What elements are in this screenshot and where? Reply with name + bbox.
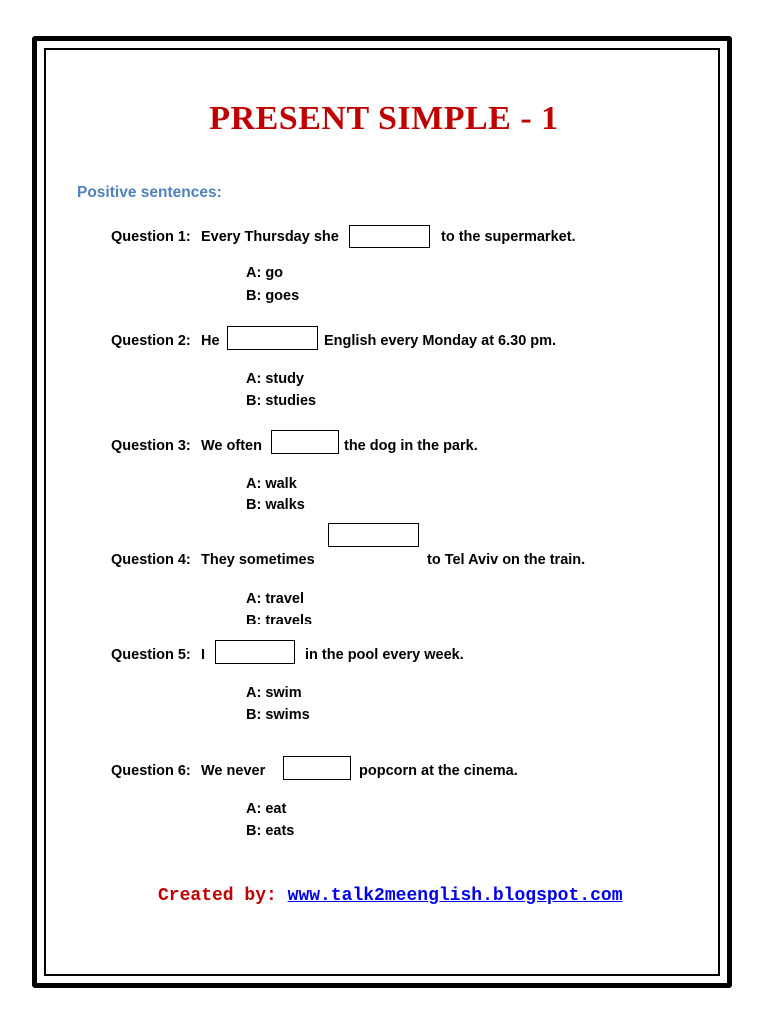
question-2-text-before: He	[201, 333, 220, 349]
worksheet-title: PRESENT SIMPLE - 1	[209, 100, 559, 137]
question-4-option-b-clipped	[246, 612, 366, 624]
question-5-text-after: in the pool every week.	[305, 647, 464, 663]
question-4-label: Question 4:	[111, 552, 191, 568]
question-1-answer-blank[interactable]	[349, 225, 430, 248]
question-1-text-after: to the supermarket.	[441, 229, 576, 245]
question-3-label: Question 3:	[111, 438, 191, 454]
question-4-text-after: to Tel Aviv on the train.	[427, 552, 586, 568]
question-6-text-after: popcorn at the cinema.	[359, 763, 518, 779]
question-2-option-a: A: study	[246, 371, 304, 387]
credit-line	[158, 886, 623, 906]
question-1-text-before: Every Thursday she	[201, 229, 339, 245]
question-5-label: Question 5:	[111, 647, 191, 663]
question-6-answer-blank[interactable]	[283, 756, 351, 780]
question-2-text-after: English every Monday at 6.30 pm.	[324, 333, 557, 349]
question-2-answer-blank[interactable]	[227, 326, 318, 350]
question-3-text-after: the dog in the park.	[344, 438, 478, 454]
question-3-answer-blank[interactable]	[271, 430, 339, 454]
question-6-label: Question 6:	[111, 763, 191, 779]
question-1-label: Question 1:	[111, 229, 191, 245]
question-2-label: Question 2:	[111, 333, 191, 349]
question-3-option-a: A: walk	[246, 476, 297, 492]
question-6-text-before: We never	[201, 763, 266, 779]
question-5-answer-blank[interactable]	[215, 640, 295, 664]
question-3-text-before: We often	[201, 438, 262, 454]
credit-label: Created by:	[158, 886, 277, 906]
question-1-option-a: A: go	[246, 265, 284, 281]
question-6-option-a: A: eat	[246, 801, 287, 817]
question-4-text-before: They sometimes	[201, 552, 315, 568]
question-1-option-b: B: goes	[246, 288, 300, 304]
question-4-option-b: B: travels	[246, 613, 313, 624]
blog-link[interactable]: www.talk2meenglish.blogspot.com	[287, 886, 623, 906]
question-4-answer-blank[interactable]	[328, 523, 419, 547]
question-6-option-b: B: eats	[246, 823, 295, 839]
question-5-option-a: A: swim	[246, 685, 302, 701]
question-5-option-b: B: swims	[246, 707, 310, 723]
question-4-option-a: A: travel	[246, 591, 305, 607]
question-5-text-before: I	[201, 647, 206, 663]
section-heading: Positive sentences:	[77, 184, 222, 201]
question-2-option-b: B: studies	[246, 393, 317, 409]
question-3-option-b: B: walks	[246, 497, 305, 513]
